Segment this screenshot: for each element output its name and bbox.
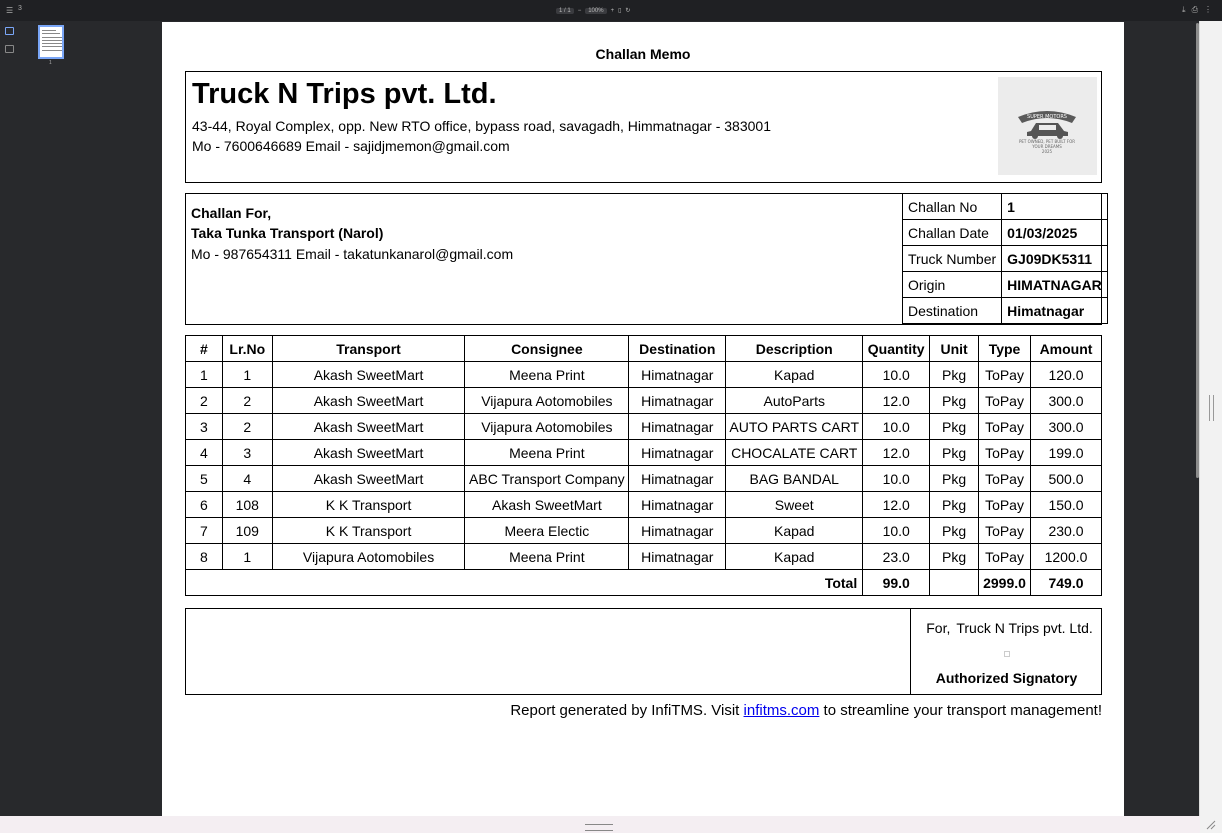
table-cell: ToPay bbox=[979, 518, 1031, 544]
for-company-name: Truck N Trips pvt. Ltd. bbox=[956, 620, 1093, 636]
column-header: Type bbox=[979, 336, 1031, 362]
table-row bbox=[186, 544, 1102, 570]
company-contact: Mo - 7600646689 Email - sajidjmemon@gmail.com bbox=[192, 138, 510, 154]
company-address: 43-44, Royal Complex, opp. New RTO office, bypass road, savagadh, Himmatnagar - 383001 bbox=[192, 118, 771, 134]
table-cell: 6 bbox=[186, 492, 223, 518]
table-cell: 199.0 bbox=[1031, 440, 1102, 466]
table-cell: 1200.0 bbox=[1031, 544, 1102, 570]
meta-value: 01/03/2025 bbox=[1002, 220, 1108, 246]
table-cell: Pkg bbox=[930, 544, 979, 570]
meta-row bbox=[903, 194, 1108, 220]
challan-for-label: Challan For, bbox=[191, 205, 272, 221]
table-cell: Himatnagar bbox=[629, 414, 726, 440]
meta-row bbox=[903, 246, 1108, 272]
table-cell: K K Transport bbox=[272, 518, 465, 544]
table-cell: ToPay bbox=[979, 544, 1031, 570]
column-header: Transport bbox=[272, 336, 465, 362]
meta-row bbox=[903, 220, 1108, 246]
meta-value: Himatnagar bbox=[1002, 298, 1108, 324]
meta-key: Challan Date bbox=[903, 220, 1002, 246]
table-cell: 1 bbox=[222, 544, 272, 570]
total-topay: 2999.0 bbox=[979, 570, 1031, 596]
logo-tagline-2: YOUR DREAMS bbox=[1032, 144, 1062, 149]
column-header: Description bbox=[726, 336, 863, 362]
table-cell: 12.0 bbox=[863, 492, 930, 518]
table-cell: 4 bbox=[222, 466, 272, 492]
table-cell: 10.0 bbox=[863, 466, 930, 492]
column-header: # bbox=[186, 336, 223, 362]
signature-image bbox=[1004, 651, 1010, 657]
table-cell: Akash SweetMart bbox=[272, 362, 465, 388]
table-cell: Pkg bbox=[930, 518, 979, 544]
zoom-in-button[interactable]: + bbox=[610, 7, 615, 14]
table-cell: CHOCALATE CART bbox=[726, 440, 863, 466]
thumbnails-icon[interactable] bbox=[5, 27, 14, 35]
table-cell: Pkg bbox=[930, 440, 979, 466]
client-contact: Mo - 987654311 Email - takatunkanarol@gmail.com bbox=[191, 246, 514, 262]
table-cell: 8 bbox=[186, 544, 223, 570]
table-cell: 150.0 bbox=[1031, 492, 1102, 518]
document-title: 3 bbox=[18, 5, 22, 12]
table-row bbox=[186, 414, 1102, 440]
table-cell: 7 bbox=[186, 518, 223, 544]
page-indicator[interactable]: 1 / 1 bbox=[556, 8, 574, 14]
logo-tagline-1: PET OWNED, PET BUILT FOR bbox=[1018, 139, 1076, 144]
document-page bbox=[162, 22, 1124, 816]
table-row bbox=[186, 440, 1102, 466]
outline-icon[interactable] bbox=[5, 45, 14, 53]
table-cell: 500.0 bbox=[1031, 466, 1102, 492]
table-cell: AutoParts bbox=[726, 388, 863, 414]
table-cell: 300.0 bbox=[1031, 414, 1102, 440]
total-row bbox=[186, 570, 1102, 596]
table-cell: Sweet bbox=[726, 492, 863, 518]
table-cell: BAG BANDAL bbox=[726, 466, 863, 492]
table-cell: Pkg bbox=[930, 414, 979, 440]
table-cell: Akash SweetMart bbox=[272, 414, 465, 440]
table-cell: 108 bbox=[222, 492, 272, 518]
table-cell: ToPay bbox=[979, 414, 1031, 440]
table-cell: Akash SweetMart bbox=[272, 388, 465, 414]
authorized-signatory: Authorized Signatory bbox=[935, 670, 1078, 686]
table-cell: ToPay bbox=[979, 362, 1031, 388]
drag-handle[interactable] bbox=[585, 824, 613, 831]
total-quantity: 99.0 bbox=[863, 570, 930, 596]
meta-row bbox=[903, 272, 1108, 298]
table-row bbox=[186, 362, 1102, 388]
page-thumbnail[interactable] bbox=[38, 25, 64, 59]
car-logo-icon bbox=[998, 77, 1097, 175]
resize-grip[interactable] bbox=[1209, 395, 1214, 421]
table-cell: 1 bbox=[186, 362, 223, 388]
column-header: Consignee bbox=[465, 336, 629, 362]
fit-page-icon[interactable]: ▯ bbox=[618, 8, 622, 14]
items-table bbox=[185, 335, 1102, 596]
table-cell: Himatnagar bbox=[629, 518, 726, 544]
table-cell: Meena Print bbox=[465, 544, 629, 570]
table-row bbox=[186, 466, 1102, 492]
report-footer bbox=[185, 702, 1102, 719]
table-cell: 120.0 bbox=[1031, 362, 1102, 388]
table-cell: 2 bbox=[222, 388, 272, 414]
table-cell: 10.0 bbox=[863, 362, 930, 388]
footer-prefix: Report generated by InfiTMS. Visit bbox=[510, 702, 740, 719]
table-cell: 300.0 bbox=[1031, 388, 1102, 414]
table-cell: 23.0 bbox=[863, 544, 930, 570]
meta-value: 1 bbox=[1002, 194, 1108, 220]
table-cell: ABC Transport Company bbox=[465, 466, 629, 492]
resize-corner-icon[interactable] bbox=[1206, 820, 1216, 830]
table-cell: Vijapura Aotomobiles bbox=[465, 414, 629, 440]
table-cell: 109 bbox=[222, 518, 272, 544]
table-cell: Vijapura Aotomobiles bbox=[272, 544, 465, 570]
meta-key: Origin bbox=[903, 272, 1002, 298]
zoom-level[interactable]: 100% bbox=[585, 8, 606, 14]
table-cell: AUTO PARTS CART bbox=[726, 414, 863, 440]
print-icon[interactable]: ⎙ bbox=[1191, 5, 1198, 14]
rotate-icon[interactable]: ↻ bbox=[625, 8, 631, 14]
table-cell: ToPay bbox=[979, 466, 1031, 492]
table-cell: 12.0 bbox=[863, 388, 930, 414]
viewer-toolbar bbox=[0, 0, 1222, 21]
table-cell: 5 bbox=[186, 466, 223, 492]
table-cell: Pkg bbox=[930, 492, 979, 518]
menu-icon[interactable]: ☰ bbox=[6, 6, 14, 15]
table-cell: Himatnagar bbox=[629, 544, 726, 570]
table-cell: 10.0 bbox=[863, 518, 930, 544]
bottom-bar bbox=[0, 816, 1200, 833]
meta-row bbox=[903, 298, 1108, 324]
table-row bbox=[186, 492, 1102, 518]
table-cell: Himatnagar bbox=[629, 492, 726, 518]
table-cell: Akash SweetMart bbox=[272, 466, 465, 492]
page-controls bbox=[556, 6, 630, 15]
table-row bbox=[186, 518, 1102, 544]
table-cell: Kapad bbox=[726, 362, 863, 388]
table-cell: Akash SweetMart bbox=[465, 492, 629, 518]
side-pane bbox=[1199, 21, 1222, 833]
table-cell: Pkg bbox=[930, 362, 979, 388]
for-company bbox=[911, 620, 1102, 636]
column-header: Amount bbox=[1031, 336, 1102, 362]
footer-suffix: to streamline your transport management! bbox=[823, 702, 1102, 719]
table-cell: ToPay bbox=[979, 492, 1031, 518]
table-cell: 10.0 bbox=[863, 414, 930, 440]
meta-key: Truck Number bbox=[903, 246, 1002, 272]
table-cell: Kapad bbox=[726, 544, 863, 570]
table-cell: Pkg bbox=[930, 388, 979, 414]
table-cell: 3 bbox=[186, 414, 223, 440]
total-amount: 749.0 bbox=[1031, 570, 1102, 596]
column-header: Quantity bbox=[863, 336, 930, 362]
table-cell: Akash SweetMart bbox=[272, 440, 465, 466]
download-icon[interactable]: ⤓ bbox=[1182, 5, 1186, 14]
table-cell: Meena Print bbox=[465, 440, 629, 466]
more-options-icon[interactable]: ⋮ bbox=[1204, 5, 1212, 14]
table-cell: Himatnagar bbox=[629, 388, 726, 414]
table-cell: Himatnagar bbox=[629, 362, 726, 388]
table-cell: Pkg bbox=[930, 466, 979, 492]
signature-section bbox=[185, 608, 1102, 695]
logo-brand-text: SUPER MOTORS bbox=[1027, 114, 1067, 120]
for-prefix: For, bbox=[926, 620, 951, 636]
table-cell: Meera Electic bbox=[465, 518, 629, 544]
table-cell: Himatnagar bbox=[629, 466, 726, 492]
company-header bbox=[185, 71, 1102, 183]
zoom-out-button[interactable]: − bbox=[577, 7, 582, 14]
table-cell: Kapad bbox=[726, 518, 863, 544]
logo-year: 2025 bbox=[1041, 149, 1053, 154]
table-cell: Vijapura Aotomobiles bbox=[465, 388, 629, 414]
total-unit bbox=[930, 570, 979, 596]
client-name: Taka Tunka Transport (Narol) bbox=[191, 225, 384, 241]
thumbnail-page-number: 1 bbox=[49, 60, 52, 66]
table-cell: 230.0 bbox=[1031, 518, 1102, 544]
meta-value: HIMATNAGAR bbox=[1002, 272, 1108, 298]
column-header: Destination bbox=[629, 336, 726, 362]
column-header: Lr.No bbox=[222, 336, 272, 362]
challan-meta-table bbox=[902, 193, 1108, 324]
memo-title: Challan Memo bbox=[595, 46, 691, 62]
column-header: Unit bbox=[930, 336, 979, 362]
company-name: Truck N Trips pvt. Ltd. bbox=[192, 78, 497, 110]
table-cell: ToPay bbox=[979, 388, 1031, 414]
table-cell: 3 bbox=[222, 440, 272, 466]
meta-value: GJ09DK5311 bbox=[1002, 246, 1108, 272]
table-row bbox=[186, 388, 1102, 414]
table-cell: Himatnagar bbox=[629, 440, 726, 466]
table-cell: Meena Print bbox=[465, 362, 629, 388]
infitms-link[interactable]: infitms.com bbox=[743, 702, 820, 719]
table-cell: K K Transport bbox=[272, 492, 465, 518]
table-cell: 2 bbox=[222, 414, 272, 440]
meta-key: Challan No bbox=[903, 194, 1002, 220]
table-cell: 12.0 bbox=[863, 440, 930, 466]
table-cell: 2 bbox=[186, 388, 223, 414]
table-cell: ToPay bbox=[979, 440, 1031, 466]
items-header-row bbox=[186, 336, 1102, 362]
viewer-sidebar bbox=[0, 21, 18, 833]
meta-key: Destination bbox=[903, 298, 1002, 324]
total-label: Total bbox=[186, 570, 863, 596]
table-cell: 4 bbox=[186, 440, 223, 466]
table-cell: 1 bbox=[222, 362, 272, 388]
